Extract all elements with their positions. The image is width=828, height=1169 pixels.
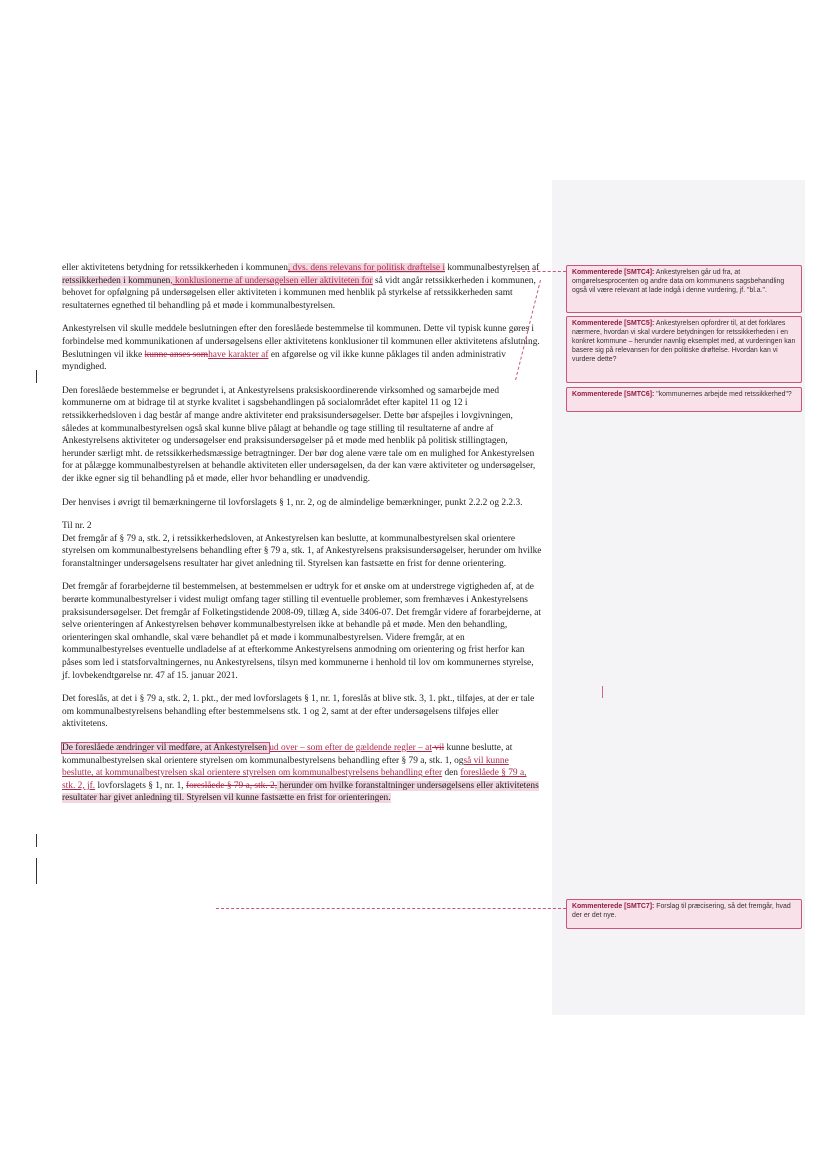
comment-text: Ankestyrelsen opfordrer til, at det forklares nærmere, hvordan vi skal vurdere betydningen for retssikkerheden i en konkret kommune – herunder navnlig eksemplet med, at vurderingen kan basere sig på relevansen for den politiske drøftelse. Hvordan kan vi vurdere dette? <box>572 320 796 363</box>
revision-mark <box>602 686 603 698</box>
comment-label: Kommenterede [SMTC4]: <box>572 269 655 276</box>
comment-leader-line <box>512 271 566 272</box>
paragraph-7[interactable]: Det foreslås, at det i § 79 a, stk. 2, 1. pkt., der med lovforslagets § 1, nr. 1, foreslås at blive stk. 3, 1. pkt., tilføjes, at der er tale om kommunalbestyrelsens behandling efter bestemmelsens stk. 1 og 2, samt at der efter undersøgelsens tilføjes eller aktivitetens. <box>62 694 535 730</box>
change-bar <box>36 858 37 884</box>
paragraph-1[interactable]: eller aktivitetens betydning for retssikkerheden i kommunen, dvs. dens relevans for politisk drøftelse i kommunalbestyrelsen af retssikkerheden i kommunen, konklusionerne af undersøgelsen eller aktiviteten for så vidt angår retssikkerheden i kommunen, behovet for opfølgning på undersøgelsen eller aktiviteten i kommunen med henblik på styrkelse af retssikkerheden samt resultaternes egnethed til behandling på et møde i kommunalbestyrelsen. <box>62 263 540 311</box>
paragraph-6[interactable]: Det fremgår af forarbejderne til bestemmelsen, at bestemmelsen er udtryk for et ønske om at understrege vigtigheden af, at de berørte kommunalbestyrelser i videst muligt omfang tager stilling til eventuelle problemer, som fremhæves i Ankestyrelsens praksisundersøgelser. Det fremgår af Folketingstidende 2008-09, tillæg A, side 3406-07. Det fremgår videre af forarbejderne, at selve orienteringen af Ankestyrelsen behøver kommunalbestyrelsen ikke at behandle på et møde. Men den behandling, orienteringen skal omhandle, skal være behandlet på et møde i kommunalbestyrelsen. Videre fremgår, at en kommunalbestyrelses eventuelle undladelse af at efterkomme Ankestyrelsens anmodning om orientering og frist herfor kan påses som led i statsforvaltningernes, nu Ankestyrelsens, tilsyn med kommunerne i henhold til lov om kommunernes styrelse, jf. lovbekendtgørelse nr. 47 af 15. januar 2021. <box>62 582 542 681</box>
comment-label: Kommenterede [SMTC6]: <box>572 391 655 398</box>
comment-text: Ankestyrelsen går ud fra, at omgørelsesprocenten og andre data om kommunens sagsbehandling også vil være relevant at lade indgå i denne vurdering, jf. "bl.a.". <box>572 269 785 294</box>
comment-balloon-smtc6[interactable] <box>566 387 802 412</box>
tracked-insertion[interactable]: ud over – som efter de gældende regler – at <box>269 743 432 753</box>
tracked-insertion[interactable]: så vil kunne beslutte, at kommunalbestyrelsen skal orientere styrelsen om kommunalbestyrelsens behandling efter <box>62 755 509 779</box>
comment-balloon-smtc4[interactable] <box>566 265 802 313</box>
paragraph-4[interactable]: Der henvises i øvrigt til bemærkningerne til lovforslagets § 1, nr. 2, og de almindelige bemærkninger, punkt 2.2.2 og 2.2.3. <box>62 497 523 508</box>
change-bar <box>36 370 37 383</box>
paragraph-8[interactable]: De foreslåede ændringer vil medføre, at Ankestyrelsen ud over – som efter de gældende regler – at vil kunne beslutte, at kommunalbestyrelsen skal orientere styrelsen om kommunalbestyrelsens behandling efter § 79 a, stk. 1, også vil kunne beslutte, at kommunalbestyrelsen skal orientere styrelsen om kommunalbestyrelsens behandling efter den foreslåede § 79 a, stk. 2, jf. lovforslagets § 1, nr. 1, foreslåede § 79 a, stk. 2, herunder om hvilke foranstaltninger undersøgelsens eller aktivitetens resultater har givet anledning til. Styrelsen vil kunne fastsætte en frist for orienteringen. <box>62 743 539 804</box>
section-heading: Til nr. 2 <box>62 521 92 532</box>
comment-text: Forslag til præcisering, så det fremgår, hvad der er det nye. <box>572 903 791 919</box>
comment-label: Kommenterede [SMTC7]: <box>572 903 655 910</box>
tracked-deletion[interactable]: vil <box>431 743 445 753</box>
document-body <box>62 262 542 816</box>
comment-label: Kommenterede [SMTC5]: <box>572 320 655 327</box>
paragraph-5-body[interactable]: Det fremgår af § 79 a, stk. 2, i retssikkerhedsloven, at Ankestyrelsen kan beslutte, at kommunalbestyrelsen skal orientere styrelsen om kommunalbestyrelsens behandling efter § 79 a, stk. 1, af Ankestyrelsens praksisundersøgelser, herunder om hvilke foranstaltninger undersøgelsens resultater har givet anledning til. Styrelsen kan fastsætte en frist for denne orientering. <box>62 533 542 569</box>
tracked-insertion[interactable]: have karakter af <box>208 349 269 360</box>
tracked-insertion[interactable]: , konklusionerne af undersøgelsen eller aktiviteten for <box>170 275 373 286</box>
paragraph-3[interactable]: Den foreslåede bestemmelse er begrundet i, at Ankestyrelsens praksiskoordinerende virksomhed og samarbejde med kommunerne om at bidrage til at styrke kvalitet i sagsbehandlingen på socialområdet efter kapitel 11 og 12 i retssikkerhedsloven i dag består af mange andre aktiviteter end praksisundersøgelser. Dette bør afspejles i lovgivningen, således at kommunalbestyrelsen også skal kunne blive pålagt at behandle og tage stilling til resultaterne af andre af Ankestyrelsens aktiviteter og undersøgelser end praksisundersøgelser på et møde med henblik på politisk stillingtagen, herunder særligt mht. de retssikkerhedsmæssige betragtninger. Der bør dog alene være tale om en mulighed for Ankestyrelsen for at pålægge kommunalbestyrelsen at behandle aktiviteten eller undersøgelsen, da der kan være aktiviteter og undersøgelser, der ikke egner sig til behandling på et møde, eller hvor behandling er unødvendig. <box>62 385 536 484</box>
paragraph-5[interactable] <box>62 520 542 533</box>
commented-text[interactable]: retssikkerheden i kommunen <box>62 275 171 286</box>
tracked-insertion[interactable]: jf. <box>84 780 96 791</box>
comment-balloon-smtc5[interactable] <box>566 316 802 383</box>
comment-text: "kommunernes arbejde med retssikkerhed"? <box>654 391 792 398</box>
comment-balloon-smtc7[interactable] <box>566 899 802 929</box>
paragraph-2[interactable]: Ankestyrelsen vil skulle meddele beslutningen efter den foreslåede bestemmelse til kommunen. Dette vil typisk kunne gøres i forbindelse med kommunikationen af undersøgelsens eller aktivitetens konklusioner til kommunen eller aktivitetens afslutning. Beslutningen vil ikke kunne anses somhave karakter af en afgørelse og vil ikke kunne påklages til anden administrativ myndighed. <box>62 324 540 373</box>
tracked-deletion[interactable]: foreslåede § 79 a, stk. 2, <box>185 780 278 791</box>
tracked-deletion[interactable]: kunne anses som <box>144 349 209 360</box>
tracked-insertion[interactable]: foreslåede § 79 a, stk. 2, <box>62 768 527 791</box>
comment-leader-line <box>216 908 566 909</box>
change-bar <box>36 834 37 847</box>
tracked-insertion[interactable]: , dvs. dens relevans for politisk drøftelse i <box>287 263 445 273</box>
